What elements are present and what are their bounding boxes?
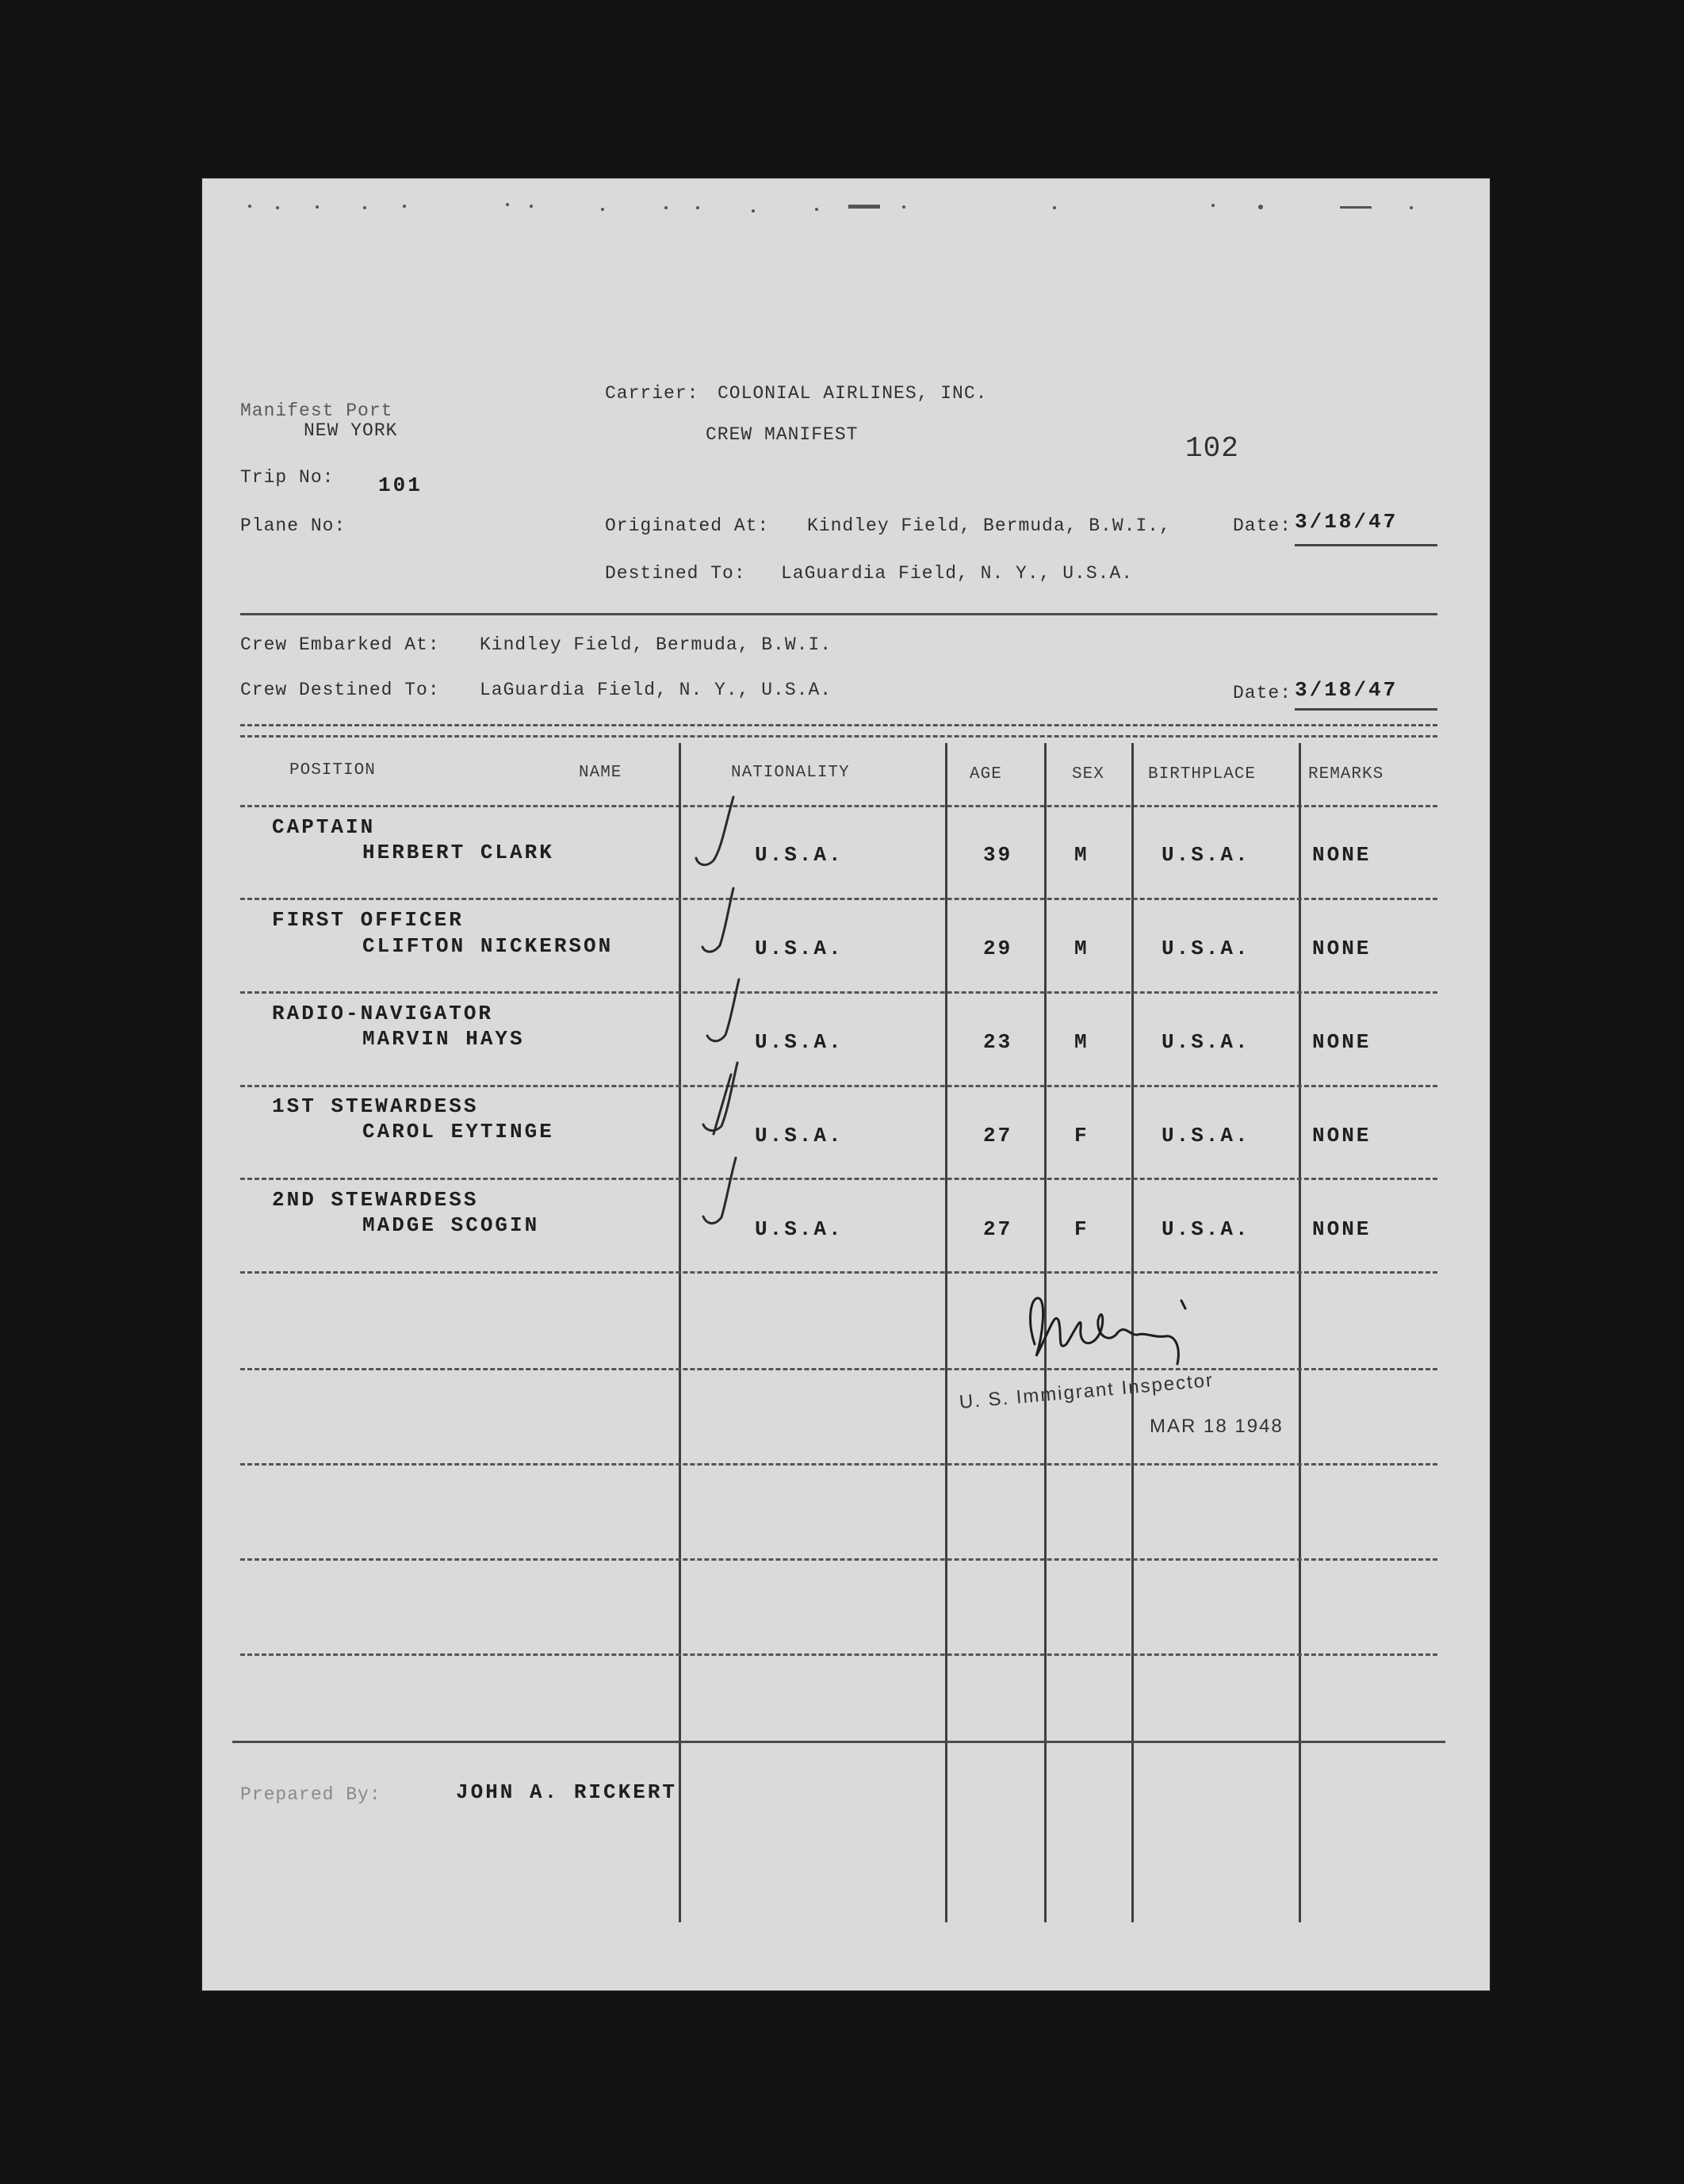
inspector-stamp-date: MAR 18 1948 [1150,1416,1284,1437]
table-top-rule [240,724,1437,726]
carrier-name: COLONIAL AIRLINES, INC. [718,383,988,404]
col-header-remarks: REMARKS [1308,765,1384,784]
row-rule [240,1178,1437,1180]
name-cell: HERBERT CLARK [362,841,554,864]
birthplace-cell: U.S.A. [1162,843,1250,867]
inspector-stamp-title: U. S. Immigrant Inspector [958,1369,1215,1413]
remarks-cell: NONE [1312,1124,1372,1148]
remarks-cell: NONE [1312,843,1372,867]
birthplace-cell: U.S.A. [1162,1124,1250,1148]
header-divider [240,613,1437,615]
row-rule [240,1463,1437,1466]
col-header-name: NAME [579,764,622,782]
row-rule [240,1085,1437,1087]
originated-label: Originated At: [605,515,770,536]
row-rule [240,1653,1437,1656]
page-number: 102 [1185,432,1239,465]
check-marks [690,793,753,1237]
date-value: 3/18/47 [1295,510,1399,534]
destined-value: LaGuardia Field, N. Y., U.S.A. [781,563,1134,584]
crew-date-label: Date: [1233,683,1292,703]
nationality-cell: U.S.A. [755,843,844,867]
remarks-cell: NONE [1312,1217,1372,1241]
col-header-birthplace: BIRTHPLACE [1148,765,1257,784]
prepared-by-value: JOHN A. RICKERT [456,1780,678,1804]
carrier-label: Carrier: [605,383,699,404]
row-rule [240,991,1437,994]
document-title: CREW MANIFEST [706,424,859,445]
col-divider [1299,743,1301,1922]
row-rule [240,1558,1437,1561]
table-bottom-rule [232,1741,1445,1743]
nationality-cell: U.S.A. [755,1030,844,1054]
inspector-signature [1019,1289,1201,1376]
position-cell: 2ND STEWARDESS [272,1188,479,1212]
scan-specks [246,200,1451,216]
date-label: Date: [1233,515,1292,536]
header-rule [240,805,1437,807]
crew-embarked-value: Kindley Field, Bermuda, B.W.I. [480,634,832,655]
name-cell: MARVIN HAYS [362,1027,525,1051]
prepared-by-label: Prepared By: [240,1784,381,1805]
col-header-sex: SEX [1072,765,1104,784]
age-cell: 29 [983,937,1013,960]
birthplace-cell: U.S.A. [1162,1030,1250,1054]
crew-date-value: 3/18/47 [1295,678,1399,702]
sex-cell: M [1074,937,1089,960]
trip-label: Trip No: [240,467,335,488]
sex-cell: F [1074,1217,1089,1241]
age-cell: 27 [983,1124,1013,1148]
age-cell: 23 [983,1030,1013,1054]
col-divider [945,743,947,1922]
destined-label: Destined To: [605,563,746,584]
position-cell: 1ST STEWARDESS [272,1094,479,1118]
col-header-nationality: NATIONALITY [731,764,850,782]
name-cell: CLIFTON NICKERSON [362,934,614,958]
remarks-cell: NONE [1312,937,1372,960]
date-underline [1295,544,1437,546]
remarks-cell: NONE [1312,1030,1372,1054]
row-rule [240,1368,1437,1370]
crew-destined-value: LaGuardia Field, N. Y., U.S.A. [480,680,832,700]
sex-cell: M [1074,1030,1089,1054]
age-cell: 39 [983,843,1013,867]
originated-value: Kindley Field, Bermuda, B.W.I., [807,515,1171,536]
row-rule [240,898,1437,900]
manifest-port-label: Manifest Port [240,400,393,421]
trip-number: 101 [378,473,423,497]
position-cell: RADIO-NAVIGATOR [272,1002,494,1025]
crew-date-underline [1295,708,1437,711]
birthplace-cell: U.S.A. [1162,1217,1250,1241]
col-divider [679,743,681,1922]
crew-destined-label: Crew Destined To: [240,680,440,700]
table-top-rule-2 [240,735,1437,738]
sex-cell: F [1074,1124,1089,1148]
sex-cell: M [1074,843,1089,867]
col-header-position: POSITION [289,761,376,780]
nationality-cell: U.S.A. [755,1124,844,1148]
name-cell: CAROL EYTINGE [362,1120,554,1144]
crew-embarked-label: Crew Embarked At: [240,634,440,655]
position-cell: CAPTAIN [272,815,376,839]
plane-label: Plane No: [240,515,346,536]
col-header-age: AGE [970,765,1002,784]
manifest-sheet [202,178,1490,1991]
nationality-cell: U.S.A. [755,1217,844,1241]
row-rule [240,1271,1437,1274]
manifest-port: NEW YORK [304,420,398,441]
age-cell: 27 [983,1217,1013,1241]
position-cell: FIRST OFFICER [272,908,464,932]
birthplace-cell: U.S.A. [1162,937,1250,960]
name-cell: MADGE SCOGIN [362,1213,540,1237]
nationality-cell: U.S.A. [755,937,844,960]
